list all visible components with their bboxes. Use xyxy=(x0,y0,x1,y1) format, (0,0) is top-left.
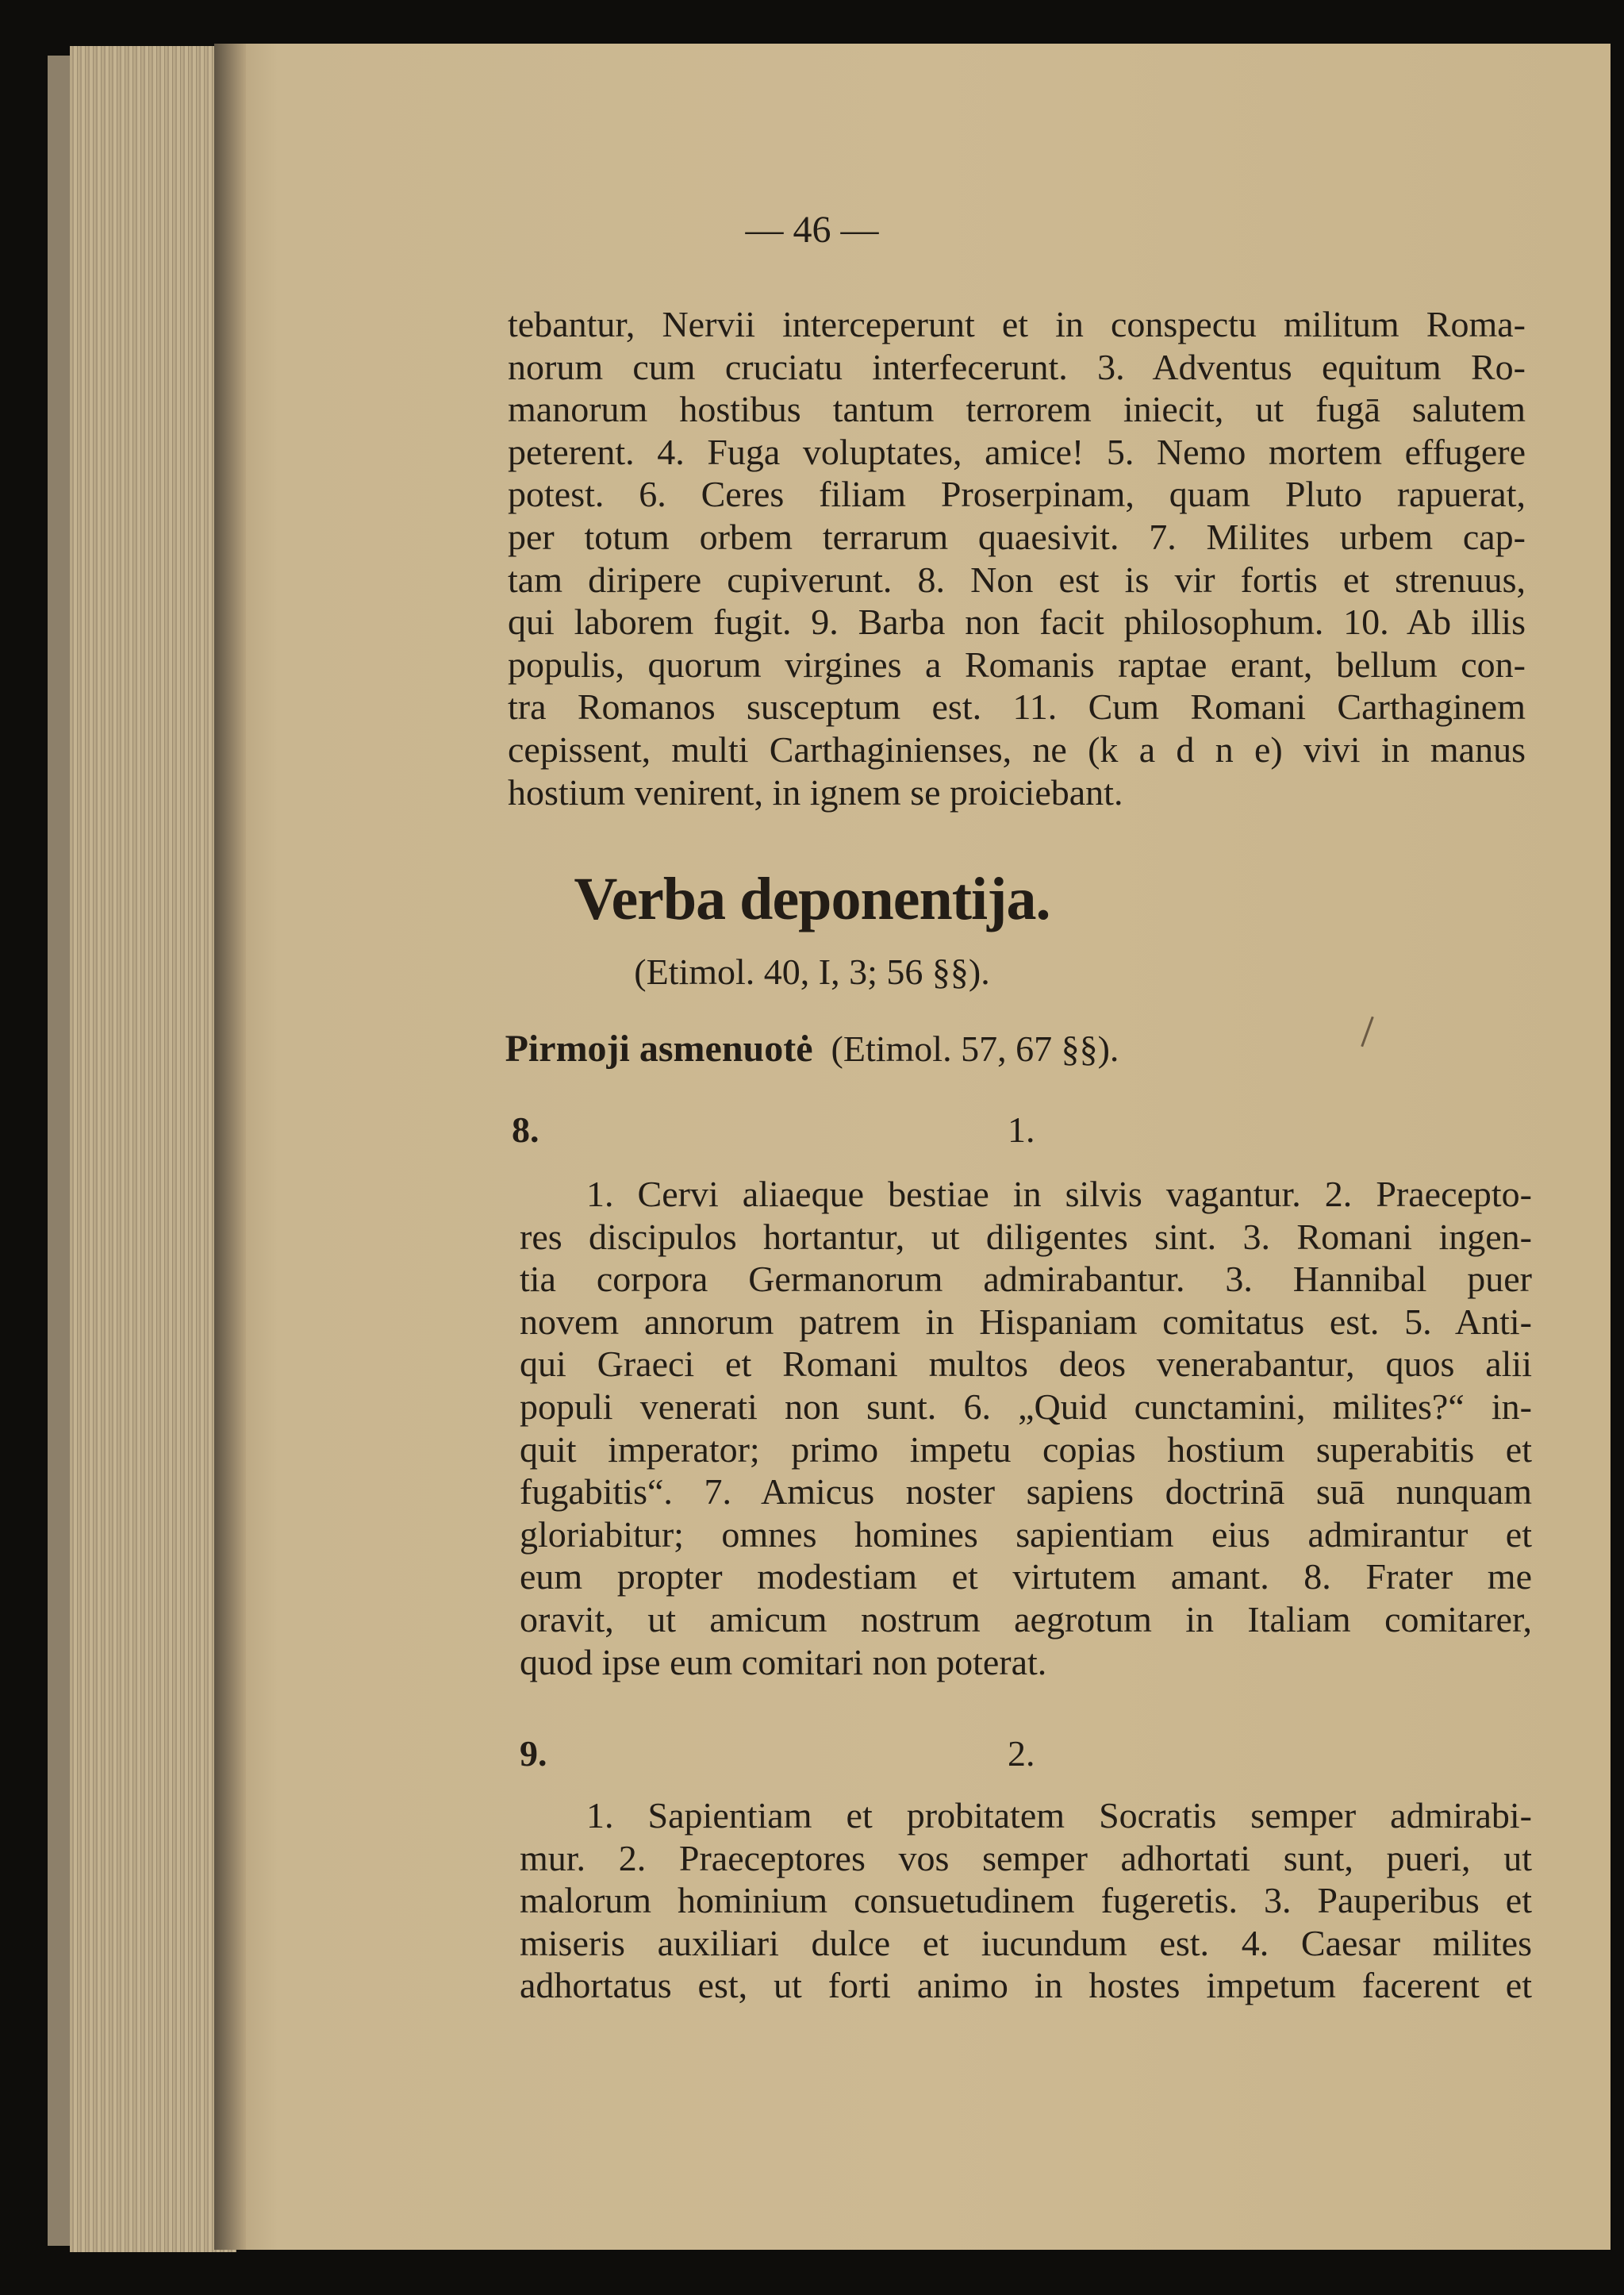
gutter-shadow xyxy=(214,44,246,2250)
text-line: quit imperator; primo impetu copias hostium superabitis et xyxy=(520,1428,1532,1470)
text-line: cepissent, multi Carthaginienses, ne (k a d n e) vivi in manus xyxy=(508,728,1526,770)
text-line: tebantur, Nervii interceperunt et in conspectu militum Roma- xyxy=(508,304,1526,344)
exercise-8-text xyxy=(520,1173,1532,1683)
text-line: eum propter modestiam et virtutem amant. 8. Frater me xyxy=(520,1556,1532,1597)
section-number-2: 2. xyxy=(1008,1733,1035,1774)
text-line: tia corpora Germanorum admirabantur. 3. Hannibal puer xyxy=(520,1259,1532,1300)
text-line: tra Romanos susceptum est. 11. Cum Romani Carthaginem xyxy=(508,686,1526,728)
page-stack-edges xyxy=(70,46,236,2252)
text-line: miseris auxiliari dulce et iucundum est. 4. Caesar milites xyxy=(520,1922,1532,1963)
text-line: norum cum cruciatu interfecerunt. 3. Adventus equitum Ro- xyxy=(508,346,1526,387)
text-line: tam diripere cupiverunt. 8. Non est is vir fortis et strenuus, xyxy=(508,559,1526,600)
text-line: qui Graeci et Romani multos deos venerabantur, quos alii xyxy=(520,1344,1532,1385)
text-line: malorum hominium consuetudinem fugeretis. 3. Pauperibus et xyxy=(520,1880,1532,1921)
text-line: peterent. 4. Fuga voluptates, amice! 5. Nemo mortem effugere xyxy=(508,431,1526,472)
exercise-number-9: 9. xyxy=(520,1733,547,1774)
text-line: adhortatus est, ut forti animo in hostes impetum facerent et xyxy=(520,1965,1532,2006)
text-line: 1. Sapientiam et probitatem Socratis semper admirabi- xyxy=(586,1795,1532,1836)
text-line: fugabitis“. 7. Amicus noster sapiens doctrinā suā nunquam xyxy=(520,1471,1532,1513)
paragraph-continued xyxy=(508,303,1526,813)
text-line: mur. 2. Praeceptores vos semper adhortati sunt, pueri, ut xyxy=(520,1837,1532,1878)
page-number: — 46 — xyxy=(745,209,879,251)
text-line: per totum orbem terrarum quaesivit. 7. Milites urbem cap- xyxy=(508,516,1526,557)
section-number-1: 1. xyxy=(1008,1109,1035,1150)
text-line: 1. Cervi aliaeque bestiae in silvis vagantur. 2. Praecepto- xyxy=(586,1174,1532,1214)
text-line: hostium venirent, in ignem se proiciebant. xyxy=(508,771,1123,813)
heading-reference: (Etimol. 40, I, 3; 56 §§). xyxy=(634,951,990,992)
subheading-reference: (Etimol. 57, 67 §§). xyxy=(831,1028,1119,1069)
subheading xyxy=(0,1027,1624,1071)
text-line: populis, quorum virgines a Romanis raptae erant, bellum con- xyxy=(508,644,1526,685)
text-line: gloriabitur; omnes homines sapientiam eius admirantur et xyxy=(520,1513,1532,1555)
text-line: oravit, ut amicum nostrum aegrotum in Italiam comitarer, xyxy=(520,1598,1532,1640)
subheading-title: Pirmoji asmenuotė xyxy=(505,1028,813,1070)
text-line: qui laborem fugit. 9. Barba non facit philosophum. 10. Ab illis xyxy=(508,602,1526,643)
text-line: manorum hostibus tantum terrorem iniecit, ut fugā salutem xyxy=(508,389,1526,430)
text-line: novem annorum patrem in Hispaniam comitatus est. 5. Anti- xyxy=(520,1301,1532,1342)
text-line: populi venerati non sunt. 6. „Quid cunctamini, milites?“ in- xyxy=(520,1386,1532,1427)
exercise-number-8: 8. xyxy=(512,1109,539,1150)
text-line: res discipulos hortantur, ut diligentes sint. 3. Romani ingen- xyxy=(520,1216,1532,1257)
text-line: potest. 6. Ceres filiam Proserpinam, quam Pluto rapuerat, xyxy=(508,474,1526,515)
book-edge xyxy=(48,56,71,2246)
exercise-9-text xyxy=(520,1794,1532,2007)
text-line: quod ipse eum comitari non poterat. xyxy=(520,1641,1047,1682)
section-heading: Verba deponentija. xyxy=(574,866,1050,932)
